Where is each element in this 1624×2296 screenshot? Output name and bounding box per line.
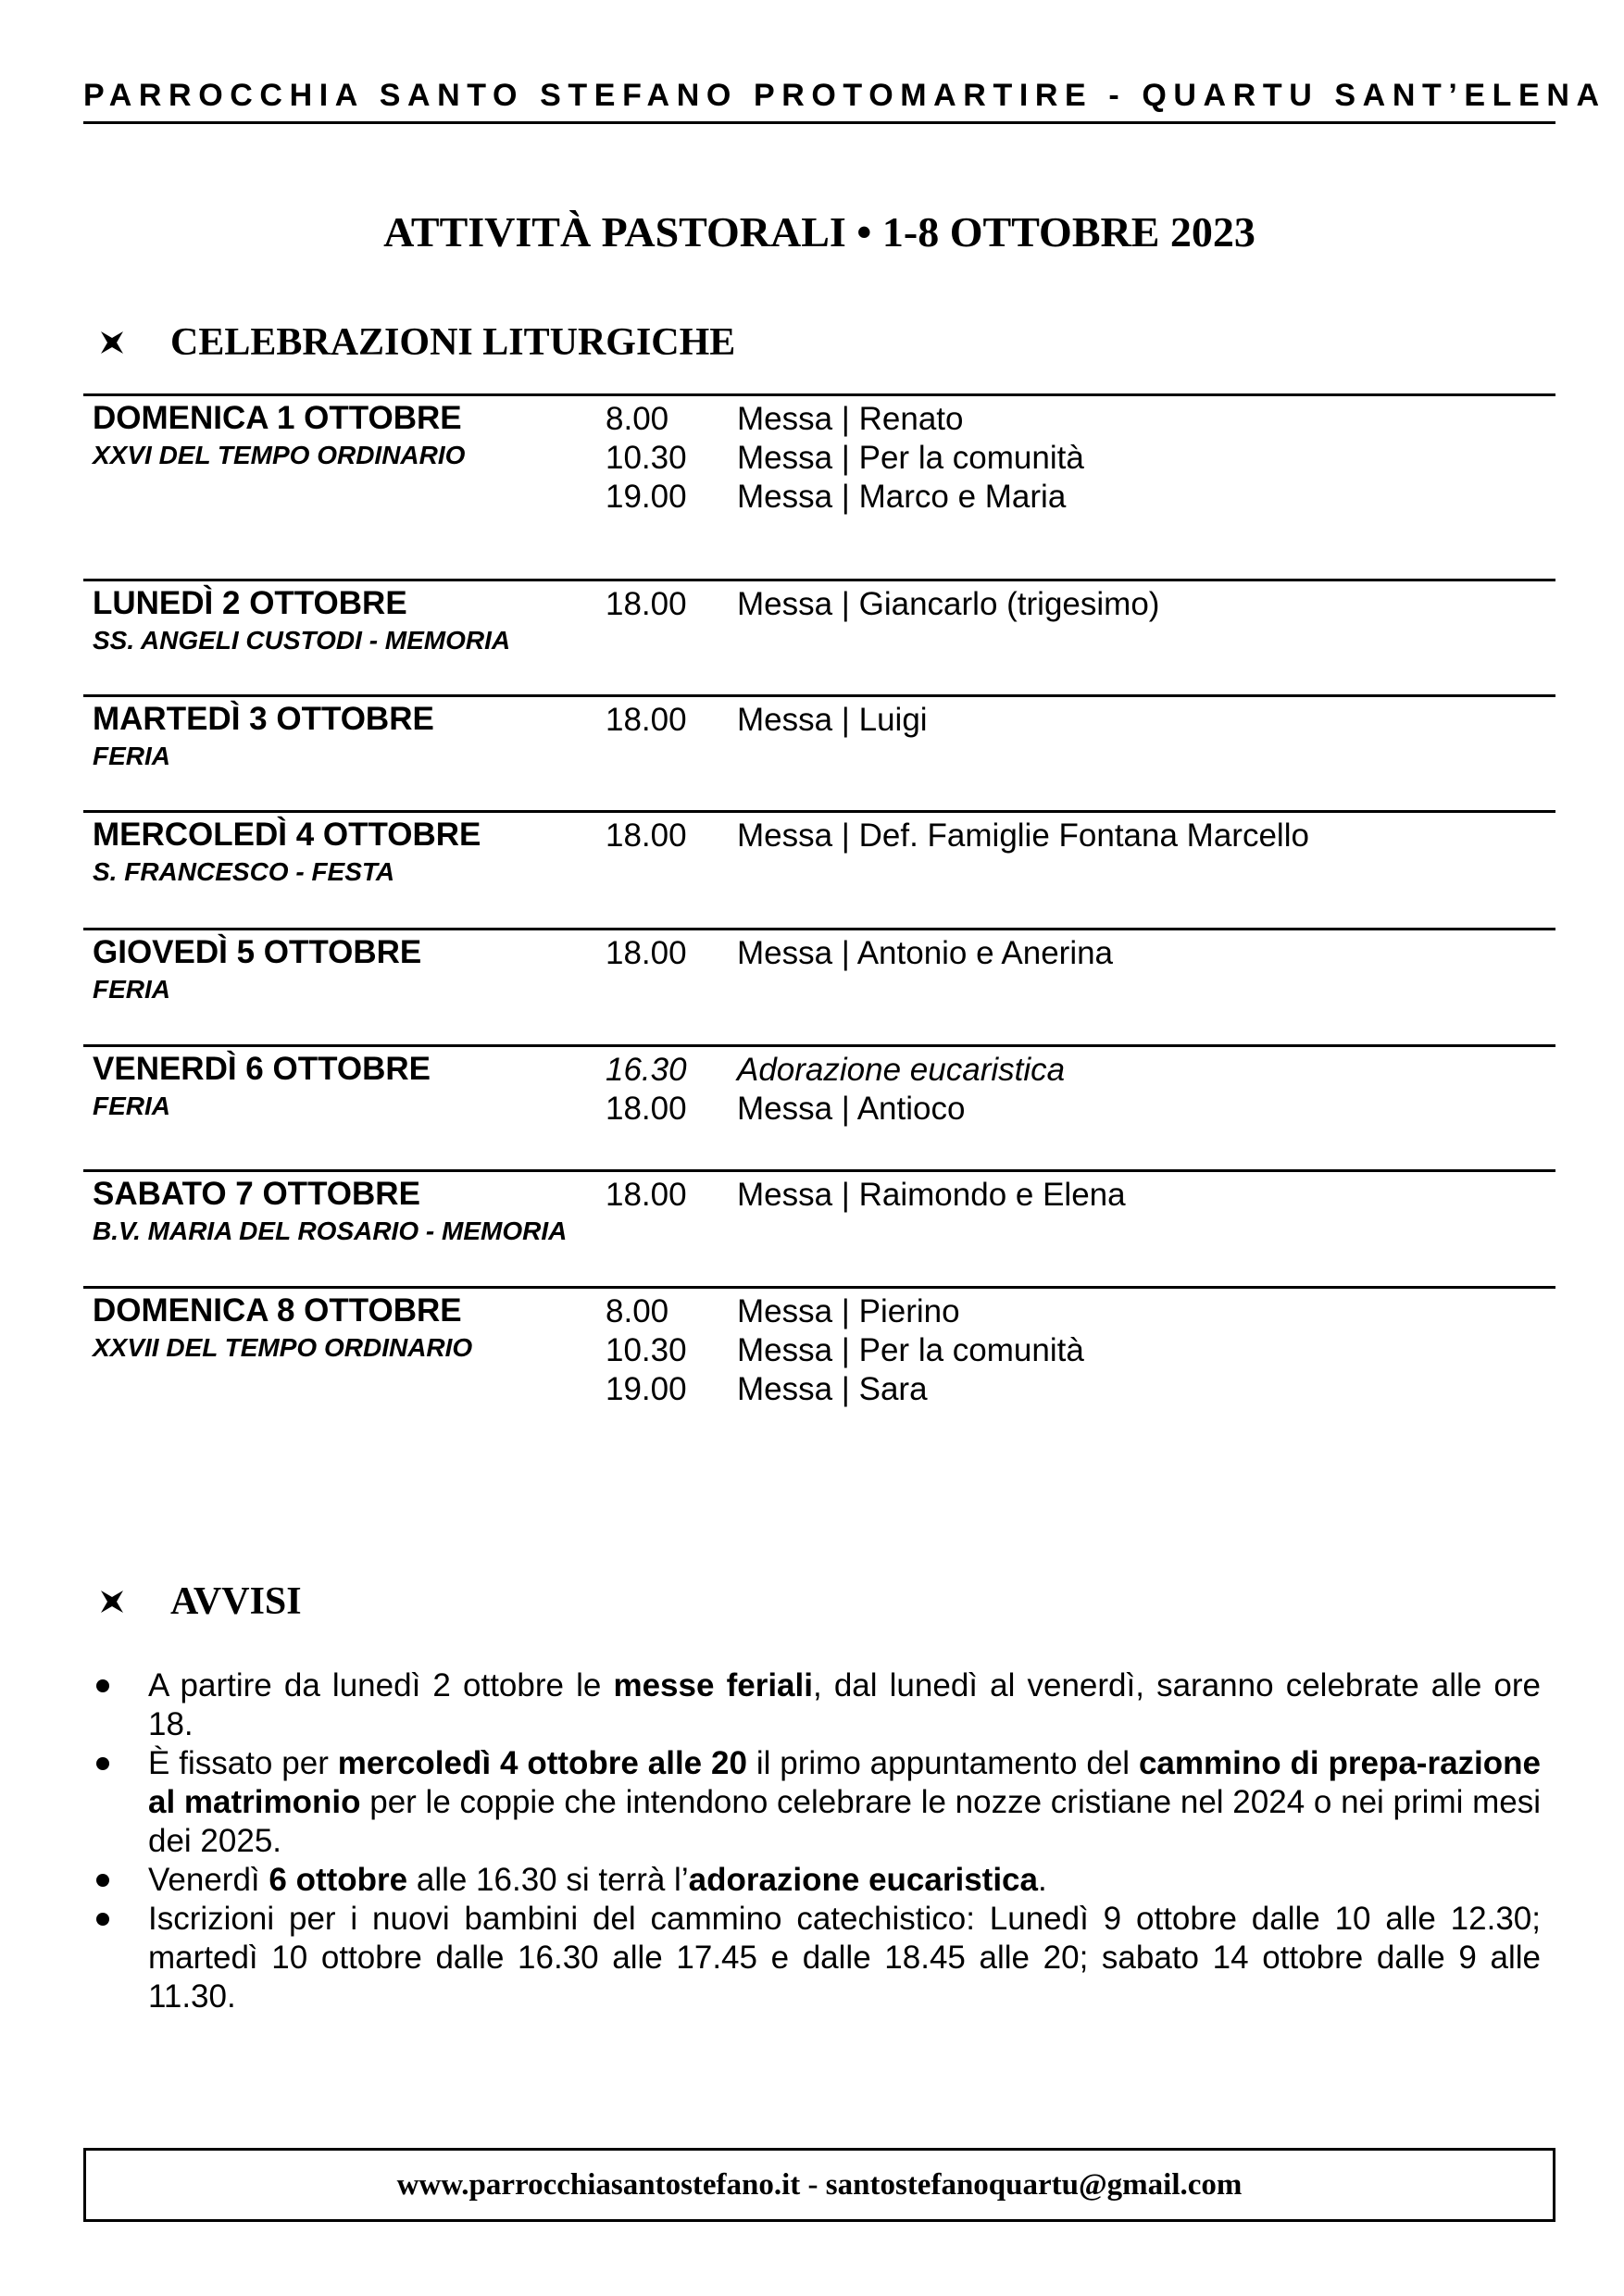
day-row xyxy=(83,393,1555,579)
day-row xyxy=(83,928,1555,1044)
event-description: Messa | Per la comunità xyxy=(737,1332,1084,1368)
day-row xyxy=(83,1286,1555,1453)
header-rule xyxy=(83,121,1555,124)
bullet-icon xyxy=(96,1874,109,1887)
day-liturgy: FERIA xyxy=(93,742,170,770)
page-title: ATTIVITÀ PASTORALI • 1-8 OTTOBRE 2023 xyxy=(383,208,1255,256)
star-icon xyxy=(100,331,124,355)
event-time: 19.00 xyxy=(606,479,687,515)
event-description: Messa | Per la comunità xyxy=(737,440,1084,476)
notice-text: alle 16.30 si terrà l’ xyxy=(407,1862,689,1898)
event-description: Messa | Luigi xyxy=(737,702,928,738)
notices-heading xyxy=(100,1574,302,1629)
notice-text: , dal lunedì al venerdì, saranno celebrate alle ore 18. xyxy=(148,1667,1542,1742)
event-description: Messa | Giancarlo (trigesimo) xyxy=(737,586,1160,622)
notices-list xyxy=(96,1666,1541,2016)
event-time: 18.00 xyxy=(606,702,687,738)
notice-text: . xyxy=(1038,1862,1047,1898)
event-time: 8.00 xyxy=(606,401,669,437)
day-row xyxy=(83,579,1555,694)
notice-text: per le coppie che intendono celebrare le nozze cristiane nel 2024 o nei primi mesi dei 2025. xyxy=(148,1784,1542,1859)
notice-text: il primo appuntamento del xyxy=(746,1745,1139,1781)
event-time: 8.00 xyxy=(606,1293,669,1329)
notice-text: È fissato per xyxy=(148,1745,338,1781)
day-row xyxy=(83,810,1555,928)
event-description: Messa | Sara xyxy=(737,1371,928,1407)
event-description: Messa | Renato xyxy=(737,401,964,437)
day-liturgy: XXVI DEL TEMPO ORDINARIO xyxy=(93,441,466,469)
day-name: VENERDÌ 6 OTTOBRE xyxy=(93,1051,431,1087)
day-name: MERCOLEDÌ 4 OTTOBRE xyxy=(93,817,481,853)
event-time: 18.00 xyxy=(606,935,687,971)
footer-contact xyxy=(83,2148,1555,2222)
day-row xyxy=(83,1044,1555,1169)
event-time: 18.00 xyxy=(606,586,687,622)
bullet-icon xyxy=(96,1757,109,1770)
notice-highlight: mercoledì 4 ottobre alle 20 xyxy=(337,1745,747,1781)
star-icon xyxy=(100,1590,124,1614)
event-time: 10.30 xyxy=(606,1332,687,1368)
notice-item xyxy=(96,1900,1541,2016)
event-time: 19.00 xyxy=(606,1371,687,1407)
day-name: DOMENICA 1 OTTOBRE xyxy=(93,400,462,436)
event-description: Messa | Def. Famiglie Fontana Marcello xyxy=(737,817,1309,854)
notice-item xyxy=(96,1861,1541,1900)
notice-item xyxy=(96,1744,1541,1861)
day-liturgy: XXVII DEL TEMPO ORDINARIO xyxy=(93,1333,473,1362)
notices-heading-label: AVVISI xyxy=(170,1580,302,1623)
event-time: 18.00 xyxy=(606,1091,687,1127)
bullet-icon xyxy=(96,1913,109,1926)
celebrations-heading-label: CELEBRAZIONI LITURGICHE xyxy=(170,321,736,364)
day-liturgy: FERIA xyxy=(93,1092,170,1120)
footer-contact-text: www.parrocchiasantostefano.it - santostefanoquartu@gmail.com xyxy=(396,2167,1243,2202)
bullet-icon xyxy=(96,1679,109,1692)
day-liturgy: SS. ANGELI CUSTODI - MEMORIA xyxy=(93,626,511,655)
notice-text: A partire da lunedì 2 ottobre le xyxy=(148,1667,614,1703)
day-name: LUNEDÌ 2 OTTOBRE xyxy=(93,585,407,621)
event-description: Messa | Marco e Maria xyxy=(737,479,1067,515)
event-description: Messa | Raimondo e Elena xyxy=(737,1177,1126,1213)
day-liturgy: B.V. MARIA DEL ROSARIO - MEMORIA xyxy=(93,1217,568,1245)
notice-highlight: 6 ottobre xyxy=(269,1862,408,1898)
notice-item xyxy=(96,1666,1541,1744)
event-time: 10.30 xyxy=(606,440,687,476)
day-name: DOMENICA 8 OTTOBRE xyxy=(93,1292,462,1329)
day-row xyxy=(83,1169,1555,1286)
day-liturgy: S. FRANCESCO - FESTA xyxy=(93,857,395,886)
day-name: GIOVEDÌ 5 OTTOBRE xyxy=(93,934,422,970)
day-name: SABATO 7 OTTOBRE xyxy=(93,1176,420,1212)
event-description: Adorazione eucaristica xyxy=(737,1052,1066,1088)
event-time: 16.30 xyxy=(606,1052,687,1088)
notice-text: Venerdì xyxy=(148,1862,269,1898)
notice-highlight: adorazione eucaristica xyxy=(688,1862,1038,1898)
event-description: Messa | Pierino xyxy=(737,1293,960,1329)
schedule-table xyxy=(83,393,1555,1453)
event-time: 18.00 xyxy=(606,817,687,854)
event-description: Messa | Antioco xyxy=(737,1091,966,1127)
day-liturgy: FERIA xyxy=(93,975,170,1004)
notice-highlight: messe feriali xyxy=(613,1667,813,1703)
event-time: 18.00 xyxy=(606,1177,687,1213)
event-description: Messa | Antonio e Anerina xyxy=(737,935,1114,971)
day-name: MARTEDÌ 3 OTTOBRE xyxy=(93,701,434,737)
celebrations-heading xyxy=(100,315,735,370)
day-row xyxy=(83,694,1555,810)
notice-text: Iscrizioni per i nuovi bambini del cammino catechistico: Lunedì 9 ottobre dalle 10 alle 12.30; martedì 10 ottobre dalle 16.30 alle 17.45 e dalle 18.45 alle 20; sabato 14 ottobre dalle 9 alle 11.30. xyxy=(148,1901,1541,2015)
parish-header: PARROCCHIA SANTO STEFANO PROTOMARTIRE - QUARTU SANT’ELENA xyxy=(83,78,1606,113)
notice-highlight: cammino di prepa-razione al matrimonio xyxy=(148,1745,1541,1820)
